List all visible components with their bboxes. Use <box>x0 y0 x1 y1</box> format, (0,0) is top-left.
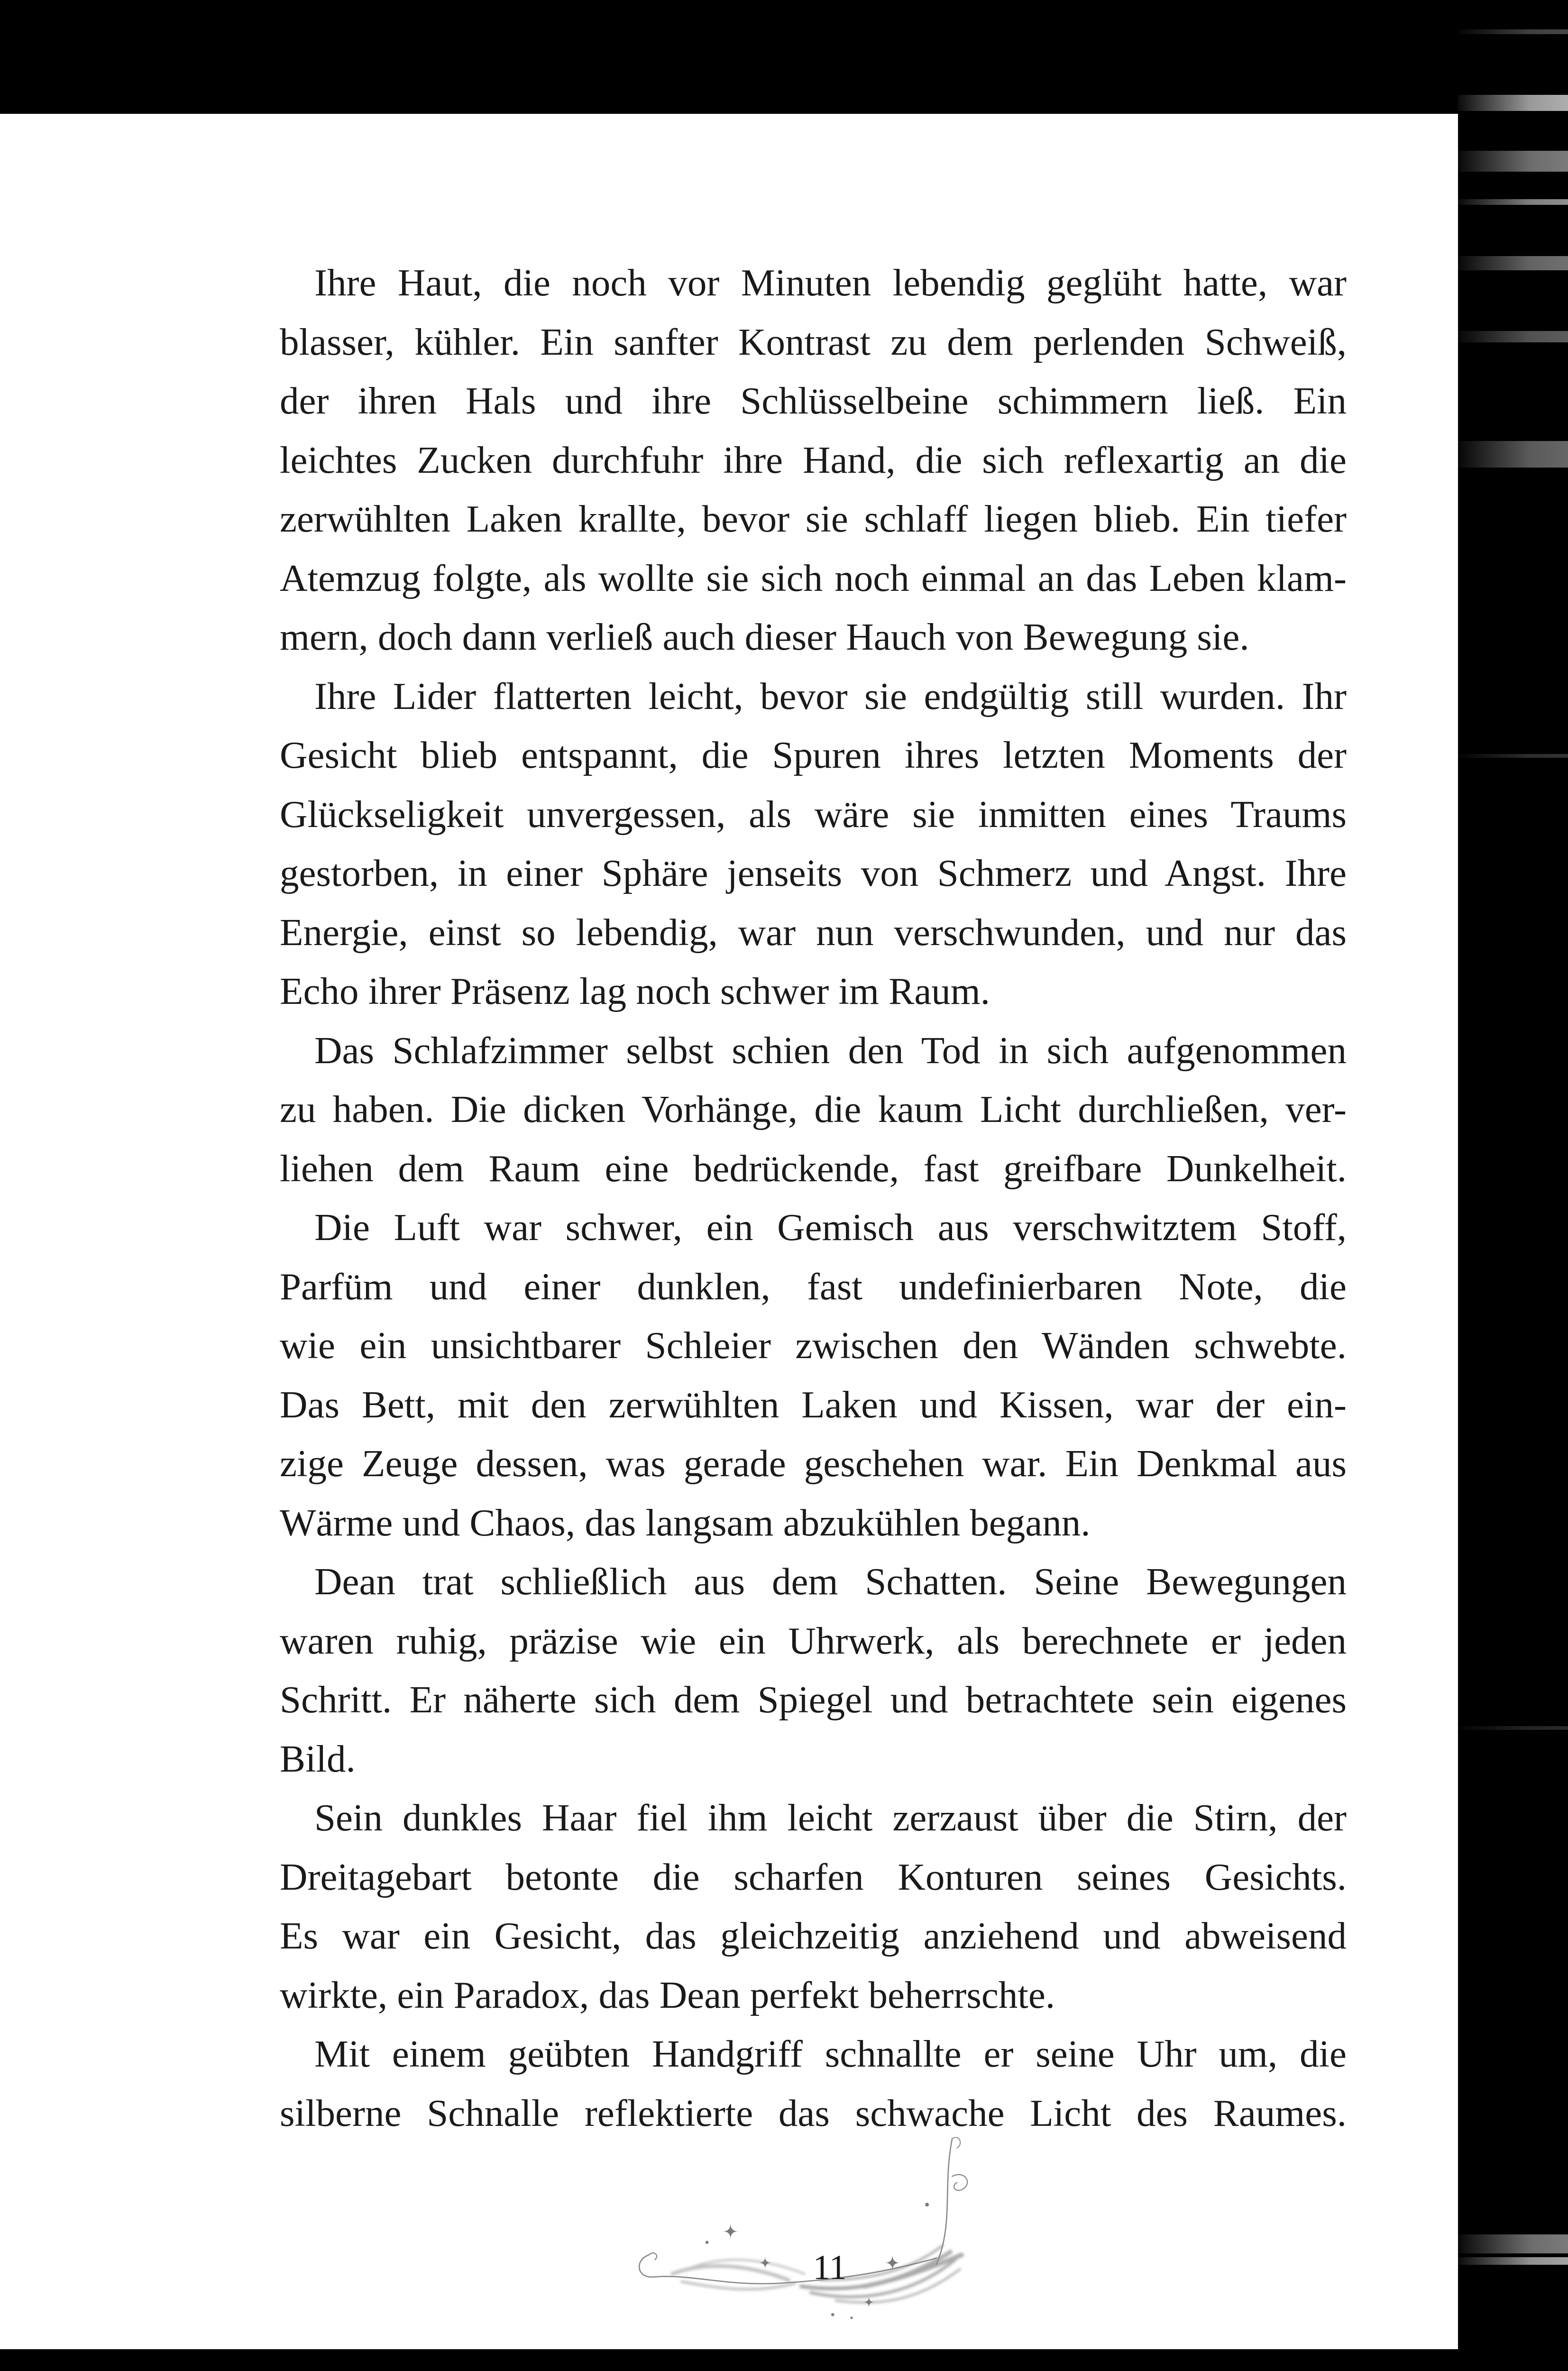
paragraph <box>280 667 1347 1021</box>
text-line: Energie, einst so lebendig, war nun verschwunden, und nur das <box>280 910 1347 954</box>
paragraph <box>280 1021 1347 1198</box>
text-line: Das Bett, mit den zerwühlten Laken und Kissen, war der ein- <box>280 1383 1347 1426</box>
text-line: Glückseligkeit unvergessen, als wäre sie inmitten eines Traums <box>280 792 1347 836</box>
paragraph <box>280 253 1347 667</box>
sparkle-dot-icon <box>850 2316 853 2319</box>
text-line: wie ein unsichtbarer Schleier zwischen den Wänden schwebte. <box>280 1324 1347 1367</box>
text-line: Dean trat schließlich aus dem Schatten. Seine Bewegungen <box>314 1560 1347 1603</box>
scan-streak <box>1458 2234 1568 2253</box>
scan-streak <box>1458 151 1568 172</box>
scan-streak <box>1458 754 1568 758</box>
text-line: Atemzug folgte, als wollte sie sich noch einmal an das Leben klam- <box>280 556 1347 599</box>
text-line: mern, doch dann verließ auch dieser Hauch von Bewegung sie. <box>280 616 1249 658</box>
scan-streak <box>1458 441 1568 468</box>
scan-streak <box>1458 95 1568 111</box>
text-line: blasser, kühler. Ein sanfter Kontrast zu dem perlenden Schweiß, <box>280 320 1347 363</box>
text-line: waren ruhig, präzise wie ein Uhrwerk, als berechnete er jeden <box>280 1619 1347 1662</box>
text-line: Das Schlafzimmer selbst schien den Tod in sich aufgenommen <box>314 1029 1347 1072</box>
text-line: leichtes Zucken durchfuhr ihre Hand, die sich reflexartig an die <box>280 438 1347 481</box>
text-line: zerwühlten Laken krallte, bevor sie schlaff liegen blieb. Ein tiefer <box>280 497 1347 540</box>
text-line: Gesicht blieb entspannt, die Spuren ihres letzten Moments der <box>280 734 1347 776</box>
scan-streak <box>1458 2257 1568 2265</box>
scan-streak <box>1458 199 1568 205</box>
scan-streak <box>1458 29 1568 34</box>
sparkle-icon <box>863 2297 874 2307</box>
paragraph <box>280 1788 1347 2024</box>
paragraph <box>280 1198 1347 1552</box>
sparkle-icon <box>759 2257 771 2270</box>
text-line: Wärme und Chaos, das langsam abzukühlen begann. <box>280 1501 1091 1544</box>
text-line: Sein dunkles Haar fiel ihm leicht zerzaust über die Stirn, der <box>314 1796 1347 1839</box>
text-line: Schritt. Er näherte sich dem Spiegel und betrachtete sein eigenes <box>280 1678 1347 1721</box>
text-line: zige Zeuge dessen, was gerade geschehen war. Ein Denkmal aus <box>280 1442 1347 1485</box>
text-line: Ihre Haut, die noch vor Minuten lebendig geglüht hatte, war <box>314 261 1347 304</box>
sparkle-dot-icon <box>831 2313 834 2316</box>
feather-swirl-icon <box>628 2129 990 2334</box>
sparkle-dot-icon <box>706 2241 709 2244</box>
text-line: gestorben, in einer Sphäre jenseits von Schmerz und Angst. Ihre <box>280 852 1347 894</box>
text-line: Mit einem geübten Handgriff schnallte er seine Uhr um, die <box>314 2032 1347 2075</box>
page-number: 11 <box>813 2248 847 2287</box>
text-line: Die Luft war schwer, ein Gemisch aus verschwitztem Stoff, <box>314 1206 1347 1249</box>
paragraph <box>280 2024 1347 2142</box>
scan-streak <box>1458 256 1568 270</box>
scan-streak <box>1458 331 1568 342</box>
text-line: der ihren Hals und ihre Schlüsselbeine schimmern ließ. Ein <box>280 379 1347 422</box>
text-line: Dreitagebart betonte die scharfen Konturen seines Gesichts. <box>280 1855 1347 1898</box>
text-line: wirkte, ein Paradox, das Dean perfekt beherrschte. <box>280 1973 1055 2016</box>
text-line: Bild. <box>280 1737 356 1780</box>
text-line: liehen dem Raum eine bedrückende, fast greifbare Dunkelheit. <box>280 1147 1347 1190</box>
text-line: zu haben. Die dicken Vorhänge, die kaum Licht durchließen, ver- <box>280 1088 1347 1130</box>
scan-streak <box>1458 1726 1568 1730</box>
sparkle-icon <box>723 2224 738 2239</box>
text-line: Parfüm und einer dunklen, fast undefinierbaren Note, die <box>280 1265 1347 1308</box>
paragraph <box>280 1552 1347 1788</box>
text-line: Echo ihrer Präsenz lag noch schwer im Raum. <box>280 970 990 1012</box>
sparkle-dot-icon <box>925 2203 929 2206</box>
text-line: Es war ein Gesicht, das gleichzeitig anziehend und abweisend <box>280 1914 1347 1957</box>
body-text <box>280 253 1347 2142</box>
text-line: silberne Schnalle reflektierte das schwache Licht des Raumes. <box>280 2091 1347 2134</box>
text-line: Ihre Lider flatterten leicht, bevor sie endgültig still wurden. Ihr <box>314 674 1347 717</box>
